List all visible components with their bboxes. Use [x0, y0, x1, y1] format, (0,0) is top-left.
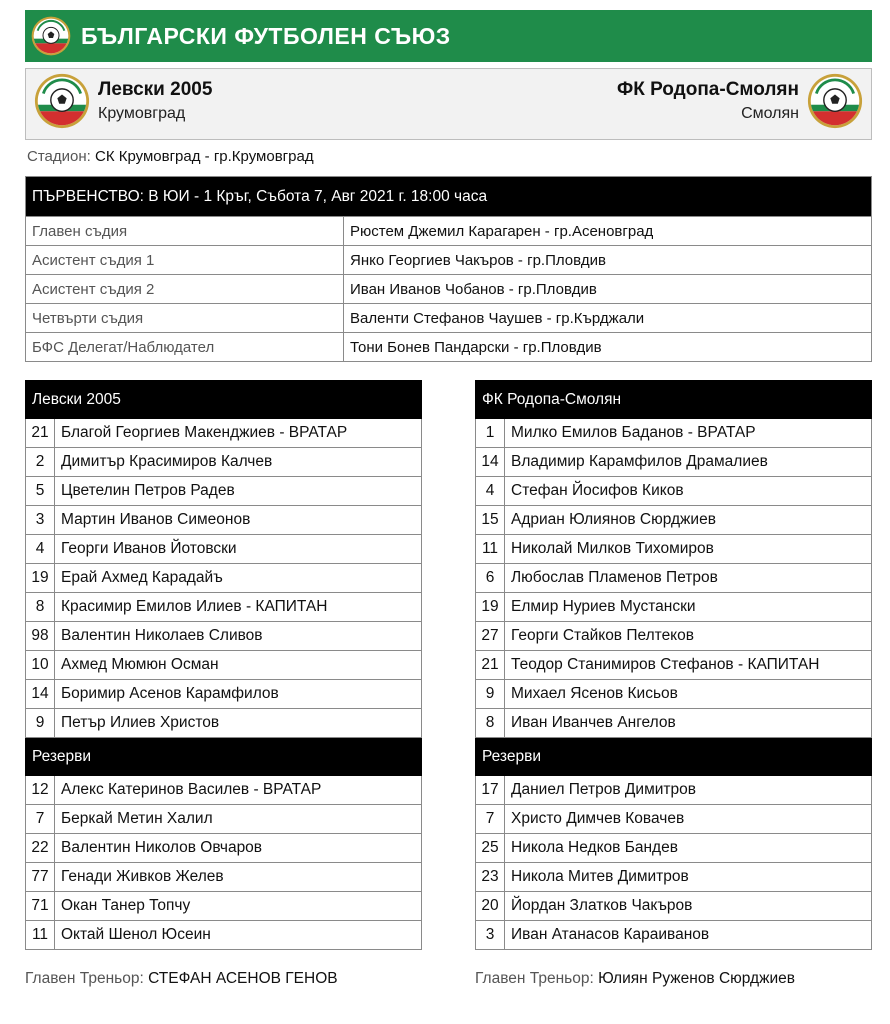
player-row	[476, 651, 872, 680]
player-name: Беркай Метин Халил	[55, 805, 422, 834]
player-row	[26, 593, 422, 622]
player-number: 8	[26, 593, 55, 622]
player-number: 14	[476, 448, 505, 477]
player-name: Любослав Пламенов Петров	[505, 564, 872, 593]
player-row	[476, 448, 872, 477]
player-name: Милко Емилов Баданов - ВРАТАР	[505, 419, 872, 448]
player-name: Адриан Юлиянов Сюрджиев	[505, 506, 872, 535]
reserve-row	[476, 834, 872, 863]
stadium-value: СК Крумовград - гр.Крумовград	[94, 148, 314, 165]
player-name: Алекс Катеринов Василев - ВРАТАР	[55, 776, 422, 805]
stadium-line	[27, 148, 314, 165]
official-row	[26, 217, 872, 246]
player-name: Цветелин Петров Радев	[55, 477, 422, 506]
player-number: 21	[476, 651, 505, 680]
player-number: 12	[26, 776, 55, 805]
home-team	[34, 73, 212, 129]
official-role: Асистент съдия 1	[26, 246, 344, 275]
player-row	[26, 535, 422, 564]
official-person: Янко Георгиев Чакъров - гр.Пловдив	[344, 246, 872, 275]
home-reserves-title: Резерви	[26, 738, 422, 776]
player-number: 21	[26, 419, 55, 448]
away-team-city: Смолян	[741, 105, 799, 122]
reserve-row	[26, 863, 422, 892]
player-row	[476, 535, 872, 564]
player-number: 7	[476, 805, 505, 834]
player-row	[26, 651, 422, 680]
player-name: Валентин Николаев Сливов	[55, 622, 422, 651]
official-row	[26, 275, 872, 304]
player-name: Владимир Карамфилов Драмалиев	[505, 448, 872, 477]
player-name: Иван Атанасов Караиванов	[505, 921, 872, 950]
player-name: Валентин Николов Овчаров	[55, 834, 422, 863]
coach-name: Юлиян Руженов Сюрджиев	[598, 970, 795, 987]
player-number: 22	[26, 834, 55, 863]
player-name: Михаел Ясенов Кисьов	[505, 680, 872, 709]
home-team-city: Крумовград	[98, 105, 186, 122]
player-row	[26, 680, 422, 709]
official-row	[26, 333, 872, 362]
player-number: 6	[476, 564, 505, 593]
home-coach	[25, 970, 338, 988]
reserve-row	[26, 921, 422, 950]
player-row	[26, 477, 422, 506]
official-role: Четвърти съдия	[26, 304, 344, 333]
player-name: Никола Недков Бандев	[505, 834, 872, 863]
player-name: Ахмед Мюмюн Осман	[55, 651, 422, 680]
player-number: 4	[476, 477, 505, 506]
player-row	[26, 448, 422, 477]
player-number: 1	[476, 419, 505, 448]
player-row	[26, 564, 422, 593]
player-number: 20	[476, 892, 505, 921]
stadium-label: Стадион:	[27, 148, 91, 165]
player-number: 4	[26, 535, 55, 564]
page-title: БЪЛГАРСКИ ФУТБОЛЕН СЪЮЗ	[81, 22, 451, 49]
official-role: Главен съдия	[26, 217, 344, 246]
player-row	[476, 419, 872, 448]
player-row	[26, 419, 422, 448]
home-lineup-title: Левски 2005	[26, 381, 422, 419]
player-name: Теодор Станимиров Стефанов - КАПИТАН	[505, 651, 872, 680]
player-name: Димитър Красимиров Калчев	[55, 448, 422, 477]
player-row	[476, 622, 872, 651]
player-number: 77	[26, 863, 55, 892]
player-name: Ерай Ахмед Карадайъ	[55, 564, 422, 593]
player-number: 23	[476, 863, 505, 892]
reserve-row	[476, 921, 872, 950]
player-number: 19	[26, 564, 55, 593]
competition-header: ПЪРВЕНСТВО: В ЮИ - 1 Кръг, Събота 7, Авг 2021 г. 18:00 часа	[26, 177, 872, 217]
officials-table	[25, 176, 872, 362]
player-number: 11	[26, 921, 55, 950]
player-number: 3	[26, 506, 55, 535]
away-lineup-table	[475, 380, 872, 950]
player-number: 2	[26, 448, 55, 477]
player-name: Христо Димчев Ковачев	[505, 805, 872, 834]
player-number: 15	[476, 506, 505, 535]
player-number: 8	[476, 709, 505, 738]
player-row	[476, 709, 872, 738]
player-name: Йордан Златков Чакъров	[505, 892, 872, 921]
official-person: Рюстем Джемил Карагарен - гр.Асеновград	[344, 217, 872, 246]
away-coach	[475, 970, 795, 988]
player-row	[476, 593, 872, 622]
away-team-name: ФК Родопа-Смолян	[617, 79, 799, 100]
player-row	[476, 506, 872, 535]
player-name: Петър Илиев Христов	[55, 709, 422, 738]
player-name: Иван Иванчев Ангелов	[505, 709, 872, 738]
official-row	[26, 304, 872, 333]
player-name: Стефан Йосифов Киков	[505, 477, 872, 506]
reserve-row	[476, 863, 872, 892]
coach-name: СТЕФАН АСЕНОВ ГЕНОВ	[148, 970, 338, 987]
reserve-row	[26, 834, 422, 863]
reserve-row	[26, 805, 422, 834]
player-name: Благой Георгиев Макенджиев - ВРАТАР	[55, 419, 422, 448]
player-number: 17	[476, 776, 505, 805]
player-row	[26, 622, 422, 651]
official-row	[26, 246, 872, 275]
player-name: Боримир Асенов Карамфилов	[55, 680, 422, 709]
player-row	[26, 506, 422, 535]
player-number: 10	[26, 651, 55, 680]
player-name: Красимир Емилов Илиев - КАПИТАН	[55, 593, 422, 622]
player-name: Окан Танер Топчу	[55, 892, 422, 921]
player-name: Георги Стайков Пелтеков	[505, 622, 872, 651]
player-number: 14	[26, 680, 55, 709]
away-team	[617, 73, 863, 129]
official-person: Тони Бонев Пандарски - гр.Пловдив	[344, 333, 872, 362]
reserve-row	[476, 776, 872, 805]
coach-label: Главен Треньор:	[25, 970, 144, 987]
player-name: Елмир Нуриев Мустански	[505, 593, 872, 622]
official-role: Асистент съдия 2	[26, 275, 344, 304]
player-number: 98	[26, 622, 55, 651]
player-row	[26, 709, 422, 738]
coach-label: Главен Треньор:	[475, 970, 594, 987]
official-person: Валенти Стефанов Чаушев - гр.Кърджали	[344, 304, 872, 333]
player-number: 71	[26, 892, 55, 921]
bfu-logo-icon	[31, 16, 71, 56]
official-role: БФС Делегат/Наблюдател	[26, 333, 344, 362]
player-name: Георги Иванов Йотовски	[55, 535, 422, 564]
reserve-row	[26, 892, 422, 921]
player-number: 11	[476, 535, 505, 564]
player-number: 9	[476, 680, 505, 709]
teams-panel	[25, 68, 872, 140]
player-name: Никола Митев Димитров	[505, 863, 872, 892]
header-bar	[25, 10, 872, 62]
home-team-name: Левски 2005	[98, 79, 213, 100]
reserve-row	[476, 805, 872, 834]
home-lineup-table	[25, 380, 422, 950]
player-number: 3	[476, 921, 505, 950]
away-reserves-title: Резерви	[476, 738, 872, 776]
player-name: Генади Живков Желев	[55, 863, 422, 892]
player-number: 5	[26, 477, 55, 506]
player-number: 19	[476, 593, 505, 622]
player-row	[476, 477, 872, 506]
player-name: Николай Милков Тихомиров	[505, 535, 872, 564]
player-name: Мартин Иванов Симеонов	[55, 506, 422, 535]
player-number: 27	[476, 622, 505, 651]
reserve-row	[26, 776, 422, 805]
player-number: 25	[476, 834, 505, 863]
away-team-badge-icon	[807, 73, 863, 129]
player-row	[476, 564, 872, 593]
away-lineup-title: ФК Родопа-Смолян	[476, 381, 872, 419]
home-team-badge-icon	[34, 73, 90, 129]
player-name: Октай Шенол Юсеин	[55, 921, 422, 950]
player-row	[476, 680, 872, 709]
player-number: 9	[26, 709, 55, 738]
player-number: 7	[26, 805, 55, 834]
player-name: Даниел Петров Димитров	[505, 776, 872, 805]
reserve-row	[476, 892, 872, 921]
official-person: Иван Иванов Чобанов - гр.Пловдив	[344, 275, 872, 304]
